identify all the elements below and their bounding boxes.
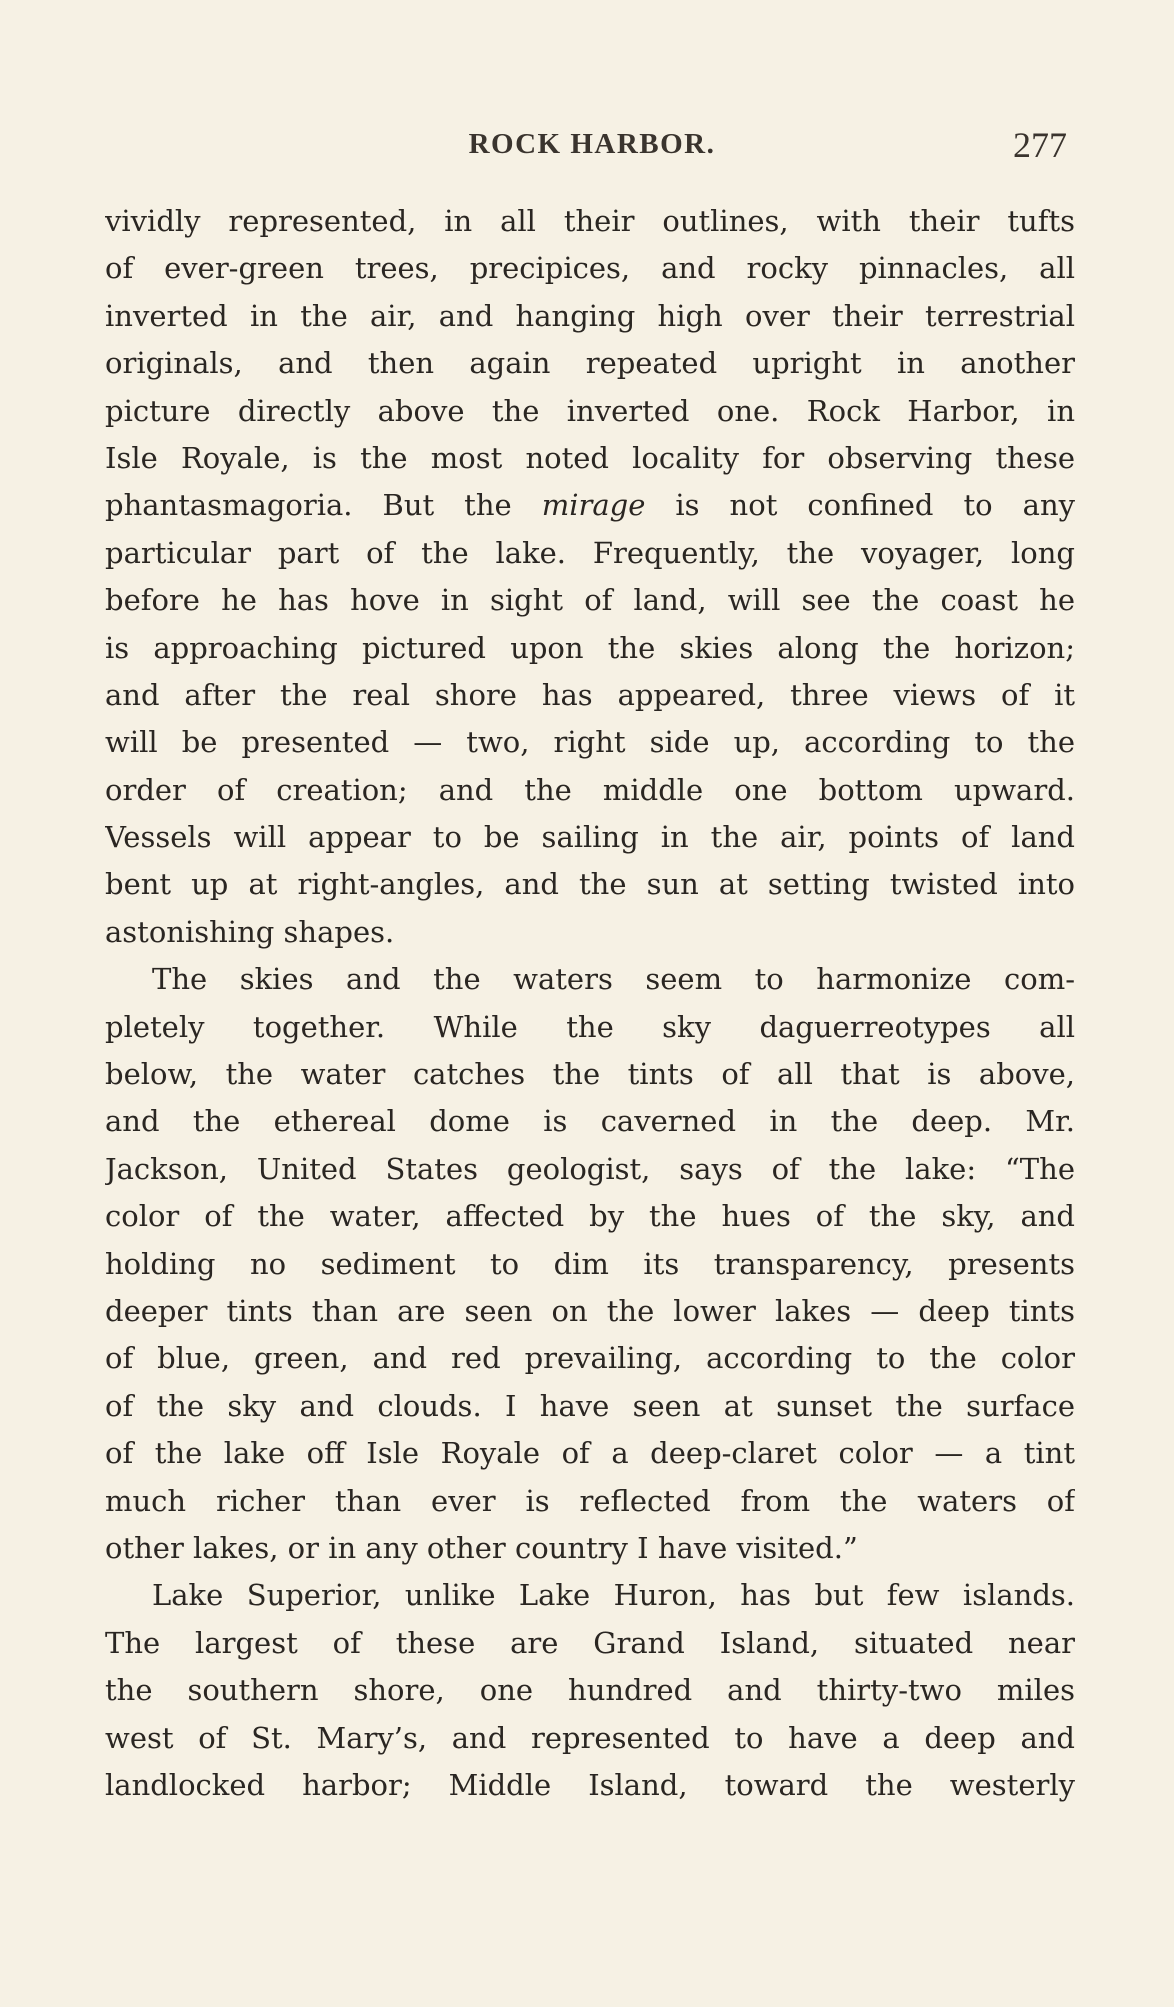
text-line: will be presented — two, right side up, according to the [105,725,1075,760]
text-line: particular part of the lake. Frequently, the voyager, long [105,535,1075,570]
text-line: inverted in the air, and hanging high over their terrestrial [105,298,1075,333]
text-line: and after the real shore has appeared, three views of it [105,677,1075,712]
text-line: and the ethereal dome is caverned in the deep. Mr. [105,1104,1075,1139]
text-line: the southern shore, one hundred and thirty-two miles [105,1673,1075,1708]
text-line: other lakes, or in any other country I have visited.” [105,1530,858,1565]
text-line: The largest of these are Grand Island, situated near [105,1625,1075,1660]
text-line: Lake Superior, unlike Lake Huron, has but few islands. [152,1578,1075,1613]
text-line: Jackson, United States geologist, says of the lake: “The [105,1151,1075,1186]
text-line: is approaching pictured upon the skies along the horizon; [105,630,1075,665]
text-line: landlocked harbor; Middle Island, toward the westerly [105,1767,1075,1802]
text-line: The skies and the waters seem to harmonize com- [152,962,1075,997]
body-text [105,198,1075,1809]
text-line: Vessels will appear to be sailing in the air, points of land [105,820,1075,855]
paragraph [105,1572,1075,1809]
text-line: of the lake off Isle Royale of a deep-claret color — a tint [105,1436,1075,1471]
text-line: of the sky and clouds. I have seen at sunset the surface [105,1388,1075,1423]
text-line: picture directly above the inverted one. Rock Harbor, in [105,393,1075,428]
text-line: much richer than ever is reflected from the waters of [105,1483,1075,1518]
text-line: color of the water, affected by the hues of the sky, and [105,1199,1075,1234]
text-line: west of St. Mary’s, and represented to have a deep and [105,1720,1075,1755]
text-line: Isle Royale, is the most noted locality for observing these [105,440,1075,475]
emphasized-word: mirage [541,488,646,523]
running-head: ROCK HARBOR. [468,128,716,160]
text-line: before he has hove in sight of land, will see the coast he [105,583,1075,618]
text-line: originals, and then again repeated upright in another [105,346,1075,381]
paragraph [105,956,1075,1572]
text-line: astonishing shapes. [105,914,395,949]
text-line: order of creation; and the middle one bottom upward. [105,772,1075,807]
text-line: pletely together. While the sky daguerreotypes all [105,1009,1075,1044]
text-line: vividly represented, in all their outlines, with their tufts [105,204,1075,238]
text-line: holding no sediment to dim its transparency, presents [105,1246,1075,1281]
text-line: of blue, green, and red prevailing, according to the color [105,1341,1075,1376]
text-line: below, the water catches the tints of all that is above, [105,1057,1075,1092]
page-header [105,125,1079,168]
text-line: of ever-green trees, precipices, and rocky pinnacles, all [105,251,1075,286]
text-line: deeper tints than are seen on the lower lakes — deep tints [105,1293,1075,1328]
text-line: bent up at right-angles, and the sun at setting twisted into [105,867,1075,902]
page-number: 277 [1013,125,1067,165]
paragraph [105,198,1075,956]
text-line: phantasmagoria. But the mirage is not confined to any [105,488,1075,523]
